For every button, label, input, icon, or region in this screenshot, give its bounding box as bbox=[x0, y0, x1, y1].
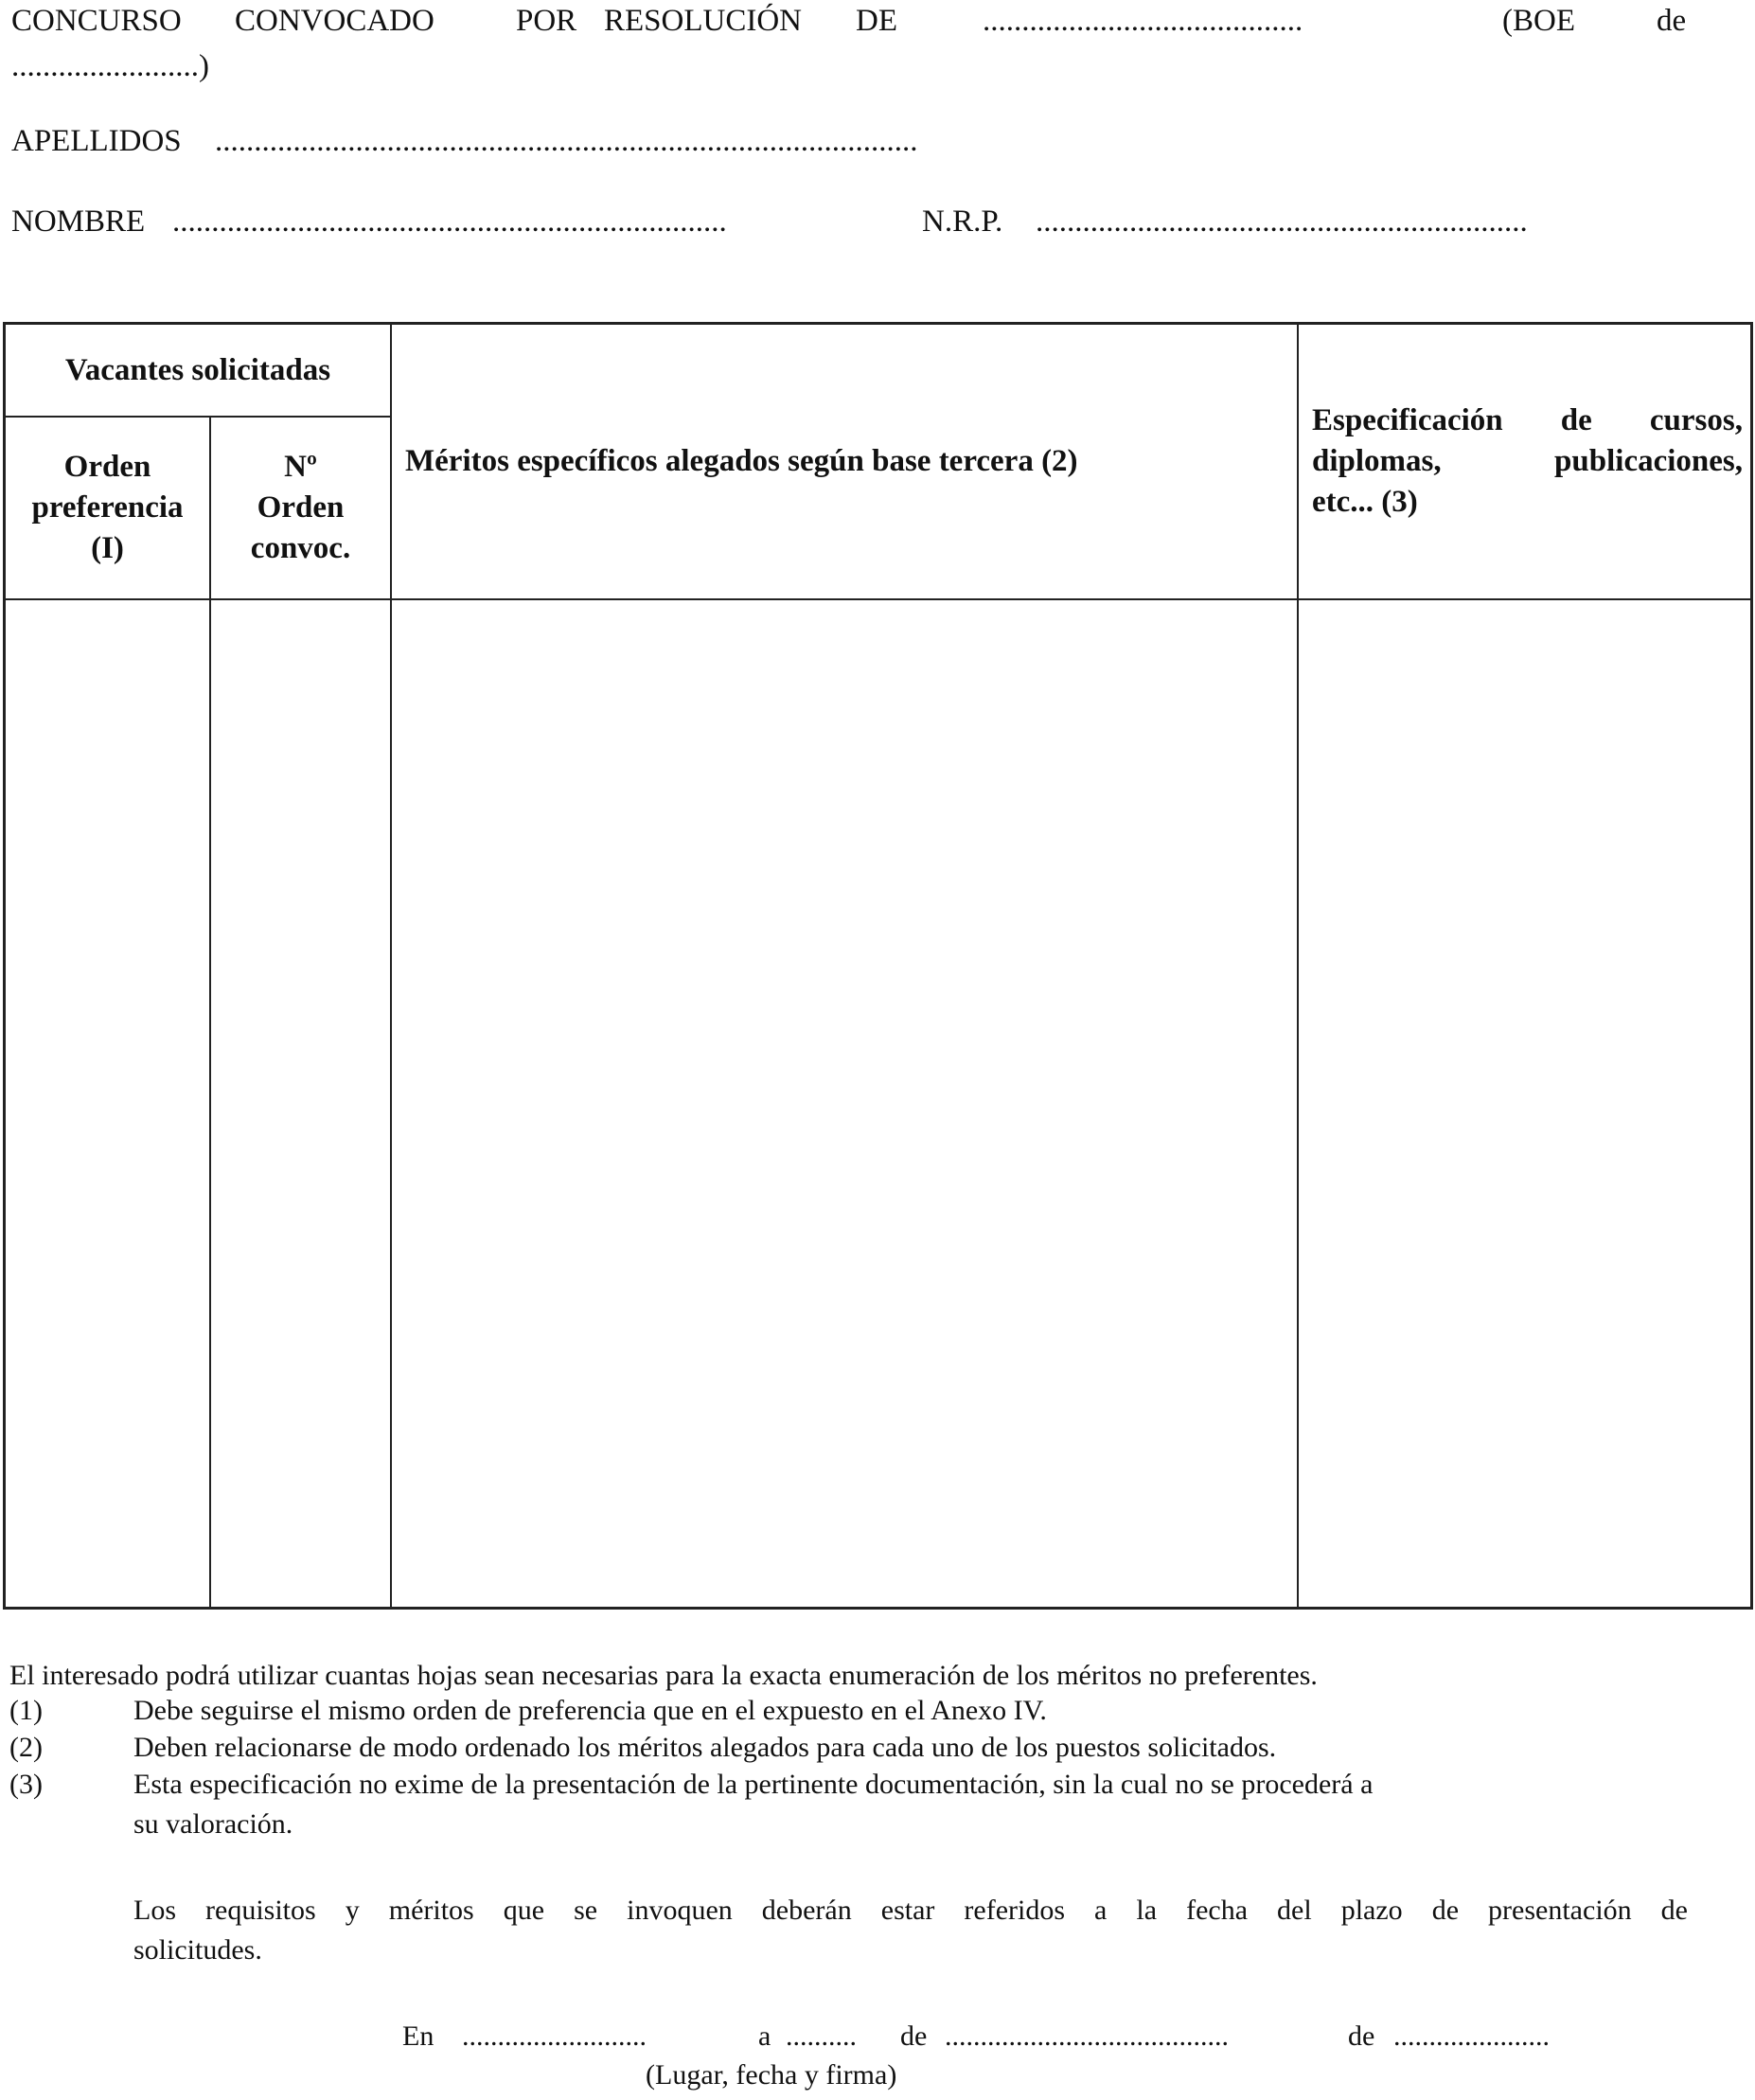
especificacion-line3: etc... (3) bbox=[1312, 485, 1418, 519]
orden-preferencia-cell[interactable] bbox=[6, 600, 209, 1607]
boe-date-field[interactable]: ........................) bbox=[11, 49, 209, 83]
note-1-number: (1) bbox=[9, 1695, 43, 1726]
de-label-2: de bbox=[1348, 2020, 1375, 2052]
n-orden-line3: convoc. bbox=[250, 531, 351, 565]
meritos-cell[interactable] bbox=[392, 600, 1297, 1607]
resolucion-field[interactable]: ......................................... bbox=[983, 4, 1303, 38]
table-border-right bbox=[1750, 322, 1753, 1610]
mes-field[interactable]: ........................................ bbox=[945, 2020, 1229, 2052]
table-border-bottom bbox=[3, 1607, 1753, 1610]
orden-pref-line2: preferencia bbox=[31, 490, 184, 525]
note-2-number: (2) bbox=[9, 1732, 43, 1763]
requisitos-line1: Los requisitos y méritos que se invoquen deberán estar referidos a la fecha del plazo de presentación de bbox=[133, 1895, 1688, 1926]
note-3-number: (3) bbox=[9, 1769, 43, 1800]
note-2-text: Deben relacionarse de modo ordenado los méritos alegados para cada uno de los puestos solicitados. bbox=[133, 1732, 1277, 1763]
boe-label: (BOE bbox=[1502, 4, 1575, 38]
apellidos-label: APELLIDOS bbox=[11, 124, 182, 158]
requisitos-line2: solicitudes. bbox=[133, 1934, 262, 1966]
nrp-field[interactable]: ............................................................... bbox=[1036, 205, 1528, 239]
especificacion-line2: diplomas, publicaciones, bbox=[1312, 444, 1743, 478]
meritos-header: Méritos específicos alegados según base tercera (2) bbox=[405, 444, 1078, 478]
notes-intro: El interesado podrá utilizar cuantas hojas sean necesarias para la exacta enumeración de los méritos no preferentes. bbox=[9, 1660, 1318, 1691]
nombre-label: NOMBRE bbox=[11, 205, 146, 239]
nombre-field[interactable]: ....................................................................... bbox=[172, 205, 727, 239]
anio-field[interactable]: ...................... bbox=[1393, 2020, 1550, 2052]
note-1-text: Debe seguirse el mismo orden de preferencia que en el expuesto en el Anexo IV. bbox=[133, 1695, 1047, 1726]
note-3-text-line2: su valoración. bbox=[133, 1808, 293, 1840]
especificacion-line1: Especificación de cursos, bbox=[1312, 403, 1743, 437]
de-label: DE bbox=[856, 4, 897, 38]
n-orden-header bbox=[211, 447, 390, 569]
n-orden-line2: Orden bbox=[257, 490, 345, 525]
boe-de-label: de bbox=[1657, 4, 1687, 38]
signature-caption: (Lugar, fecha y firma) bbox=[646, 2059, 897, 2091]
por-label: POR bbox=[516, 4, 577, 38]
concurso-label: CONCURSO bbox=[11, 4, 182, 38]
n-orden-line1: Nº bbox=[284, 450, 317, 484]
convocado-label: CONVOCADO bbox=[235, 4, 434, 38]
en-label: En bbox=[402, 2020, 434, 2052]
n-orden-cell[interactable] bbox=[211, 600, 390, 1607]
orden-pref-line1: Orden bbox=[63, 450, 151, 484]
de-label-1: de bbox=[900, 2020, 928, 2052]
orden-pref-line3: (I) bbox=[91, 531, 124, 565]
especificacion-header bbox=[1312, 400, 1743, 523]
especificacion-cell[interactable] bbox=[1299, 600, 1750, 1607]
nrp-label: N.R.P. bbox=[922, 205, 1003, 239]
vacantes-header: Vacantes solicitadas bbox=[64, 353, 331, 387]
note-3-text-line1: Esta especificación no exime de la presentación de la pertinente documentación, sin la cual no se procederá a bbox=[133, 1769, 1374, 1800]
a-label: a bbox=[758, 2020, 771, 2052]
apellidos-field[interactable]: .......................................................................................... bbox=[215, 124, 918, 158]
lugar-field[interactable]: .......................... bbox=[462, 2020, 647, 2052]
table-border-top bbox=[3, 322, 1753, 325]
vacantes-divider bbox=[3, 416, 392, 418]
orden-preferencia-header bbox=[6, 447, 209, 569]
dia-field[interactable]: .......... bbox=[786, 2020, 857, 2052]
resolucion-label: RESOLUCIÓN bbox=[604, 4, 803, 38]
